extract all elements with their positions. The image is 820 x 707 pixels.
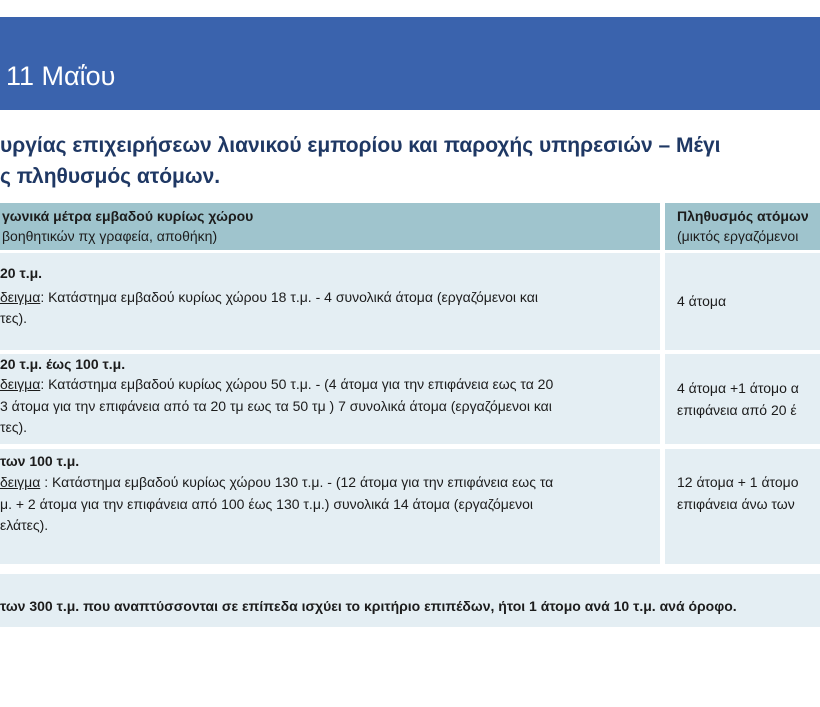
row-2-value-line-2: επιφάνεια από 20 έ xyxy=(677,402,797,418)
row-1-value-line-1: 4 άτομα xyxy=(677,293,727,309)
row-1-example-line-2: τες). xyxy=(0,310,28,326)
table-row-value xyxy=(665,354,820,444)
banner-title: 11 Μαΐου xyxy=(6,61,116,91)
footer-note-bar xyxy=(0,574,820,627)
row-1-example-line-1: δειγμα: Κατάστημα εμβαδού κυρίως χώρου 18 τ.μ. - 4 συνολικά άτομα (εργαζόμενοι και xyxy=(0,289,538,305)
header-col1-subtitle: βοηθητικών πχ γραφεία, αποθήκη) xyxy=(2,228,218,244)
table-header-area xyxy=(0,203,660,250)
row-3-value-line-1: 12 άτομα + 1 άτομο xyxy=(677,474,799,490)
row-3-example-line-2: μ. + 2 άτομα για την επιφάνεια από 100 έως 130 τ.μ.) συνολικά 14 άτομα (εργαζόμενοι xyxy=(0,496,533,512)
row-2-example-line-1: δειγμα: Κατάστημα εμβαδού κυρίως χώρου 50 τ.μ. - (4 άτομα για την επιφάνεια εως τα 20 xyxy=(0,376,554,392)
title-banner xyxy=(0,17,820,110)
row-2-title: 20 τ.μ. έως 100 τ.μ. xyxy=(0,356,126,372)
header-col1-title: γωνικά μέτρα εμβαδού κυρίως χώρου xyxy=(2,208,254,224)
row-2-value-line-1: 4 άτομα +1 άτομο α xyxy=(677,380,799,396)
row-1-title: 20 τ.μ. xyxy=(0,265,43,281)
row-2-example-line-2: 3 άτομα για την επιφάνεια από τα 20 τμ εως τα 50 τμ ) 7 συνολικά άτομα (εργαζόμενοι και xyxy=(0,398,552,414)
footer-note: των 300 τ.μ. που αναπτύσσονται σε επίπεδα ισχύει το κριτήριο επιπέδων, ήτοι 1 άτομο ανά 10 τ.μ. ανά όροφο. xyxy=(0,598,737,614)
header-col2-subtitle: (μικτός εργαζόμενοι xyxy=(677,228,799,244)
row-1-example-label: δειγμα xyxy=(0,289,41,305)
row-3-title: των 100 τ.μ. xyxy=(0,453,80,469)
slide-heading xyxy=(0,130,820,192)
row-3-value-line-2: επιφάνεια άνω των xyxy=(677,496,795,512)
row-3-example-line-1: δειγμα : Κατάστημα εμβαδού κυρίως χώρου 130 τ.μ. - (12 άτομα για την επιφάνεια εως τα xyxy=(0,474,554,490)
table-row xyxy=(0,253,660,350)
heading-line-2: ς πληθυσμός ατόμων. xyxy=(0,165,221,188)
row-2-example-line-3: τες). xyxy=(0,419,28,435)
header-col2-title: Πληθυσμός ατόμων xyxy=(677,208,809,224)
table-row-value xyxy=(665,253,820,350)
table-header-population xyxy=(665,203,820,250)
table-row xyxy=(0,354,660,444)
table-row xyxy=(0,449,660,564)
heading-line-1: υργίας επιχειρήσεων λιανικού εμπορίου και παροχής υπηρεσιών – Μέγι xyxy=(0,134,721,157)
row-2-example-label: δειγμα xyxy=(0,376,41,392)
row-3-example-line-3: ελάτες). xyxy=(0,517,49,533)
row-3-example-label: δειγμα xyxy=(0,474,41,490)
table-row-value xyxy=(665,449,820,564)
